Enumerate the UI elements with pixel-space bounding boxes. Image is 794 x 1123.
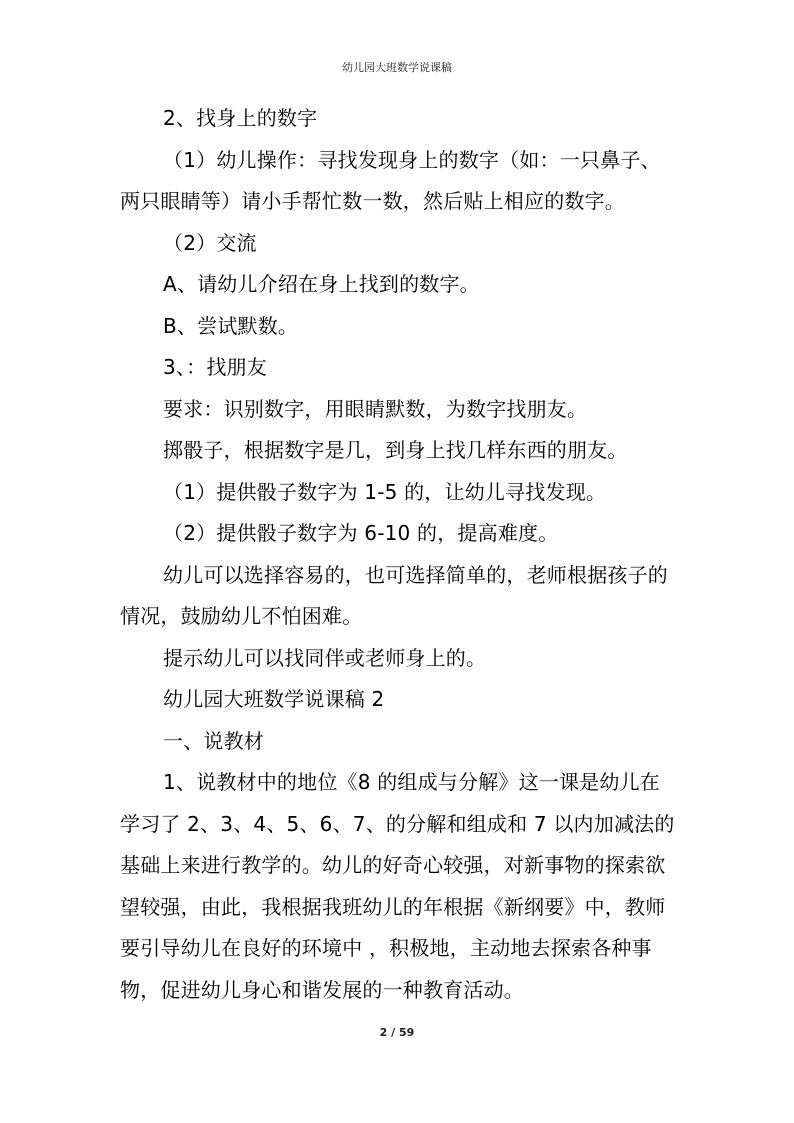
paragraph: 3、：找朋友 [163,355,267,379]
paragraph: （1）提供骰子数字为 1-5 的，让幼儿寻找发现。 [163,479,607,504]
paragraph: 幼儿可以选择容易的，也可选择简单的，老师根据孩子的情况，鼓励幼儿不怕困难。 [120,562,668,628]
paragraph: 提示幼儿可以找同伴或老师身上的。 [163,645,487,670]
paragraph: 1、说教材中的地位《8 的组成与分解》这一课是幼儿在学习了 2、3、4、5、6、7、的分解和组成和 7 以内加减法的基础上来进行教学的。幼儿的好奇心较强，对新事物的探索欲望较强，由此，我根据我班幼儿的年根据《新纲要》中，教师要引导幼儿在良好的环境中 ，积极地，主动地去探索各种事物，促进幼儿身心和谐发展的一种教育活动。 [120,770,675,1002]
page-header: 幼儿园大班数学说课稿 [342,61,452,74]
paragraph: 要求：识别数字，用眼睛默数，为数字找朋友。 [163,396,588,421]
paragraph: 2、找身上的数字 [163,106,318,130]
paragraph: 掷骰子，根据数字是几，到身上找几样东西的朋友。 [163,438,628,462]
page-number: 2 / 59 [379,1026,415,1039]
paragraph: （2）提供骰子数字为 6-10 的，提高难度。 [163,521,559,545]
document-body [120,98,680,1011]
section-title: 幼儿园大班数学说课稿 2 [163,687,385,711]
paragraph: B、尝试默数。 [163,313,299,338]
paragraph: （1）幼儿操作：寻找发现身上的数字（如：一只鼻子、两只眼睛等）请小手帮忙数一数，然后贴上相应的数字。 [120,147,661,213]
paragraph: A、请幼儿介绍在身上找到的数字。 [163,272,480,296]
section-heading: 一、说教材 [163,728,264,753]
paragraph: （2）交流 [163,230,257,255]
